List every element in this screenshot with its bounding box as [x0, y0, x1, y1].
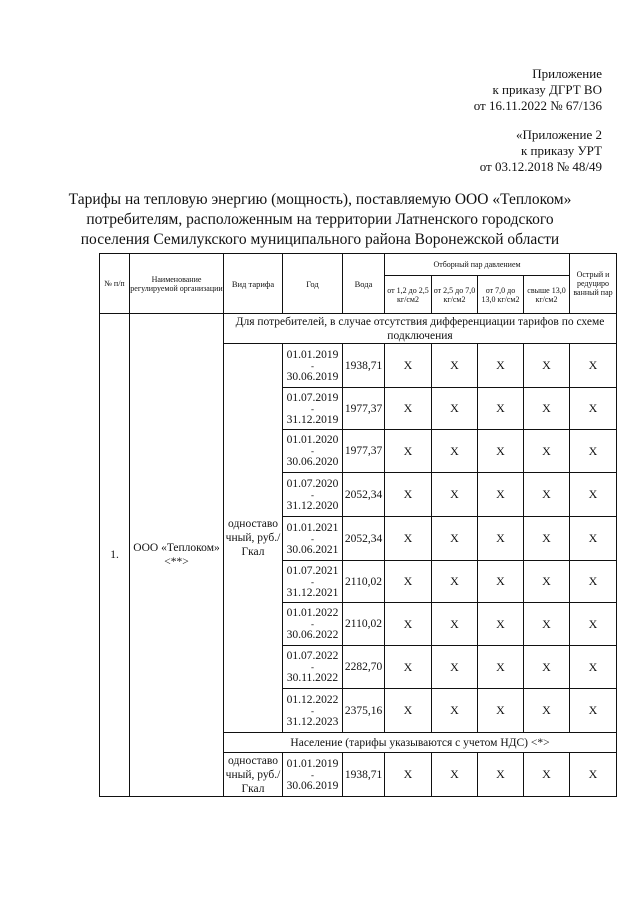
section-title: Население (тарифы указываются с учетом НДС) <*> [224, 733, 617, 753]
steam-value: X [385, 388, 432, 430]
steam-value: X [432, 473, 478, 517]
period-cell [283, 753, 343, 797]
header-water: Вода [343, 254, 385, 314]
steam-value: X [478, 430, 524, 473]
period-to: 30.06.2019 [286, 779, 339, 792]
period-to: 31.12.2020 [286, 499, 339, 512]
steam-value: X [524, 689, 570, 733]
org-name: ООО «Теплоком» <**> [130, 314, 224, 797]
document-title [60, 190, 580, 250]
period-dash: - [311, 446, 314, 456]
period-to: 30.06.2022 [286, 629, 339, 641]
steam-value: X [524, 473, 570, 517]
steam-value: X [385, 753, 432, 797]
steam-value: X [524, 561, 570, 603]
period-from: 01.07.2019 [286, 391, 339, 404]
steam-value: X [478, 517, 524, 561]
steam-value: X [478, 753, 524, 797]
period-cell [283, 388, 343, 430]
document-title-line: Тарифы на тепловую энергию (мощность), поставляемую ООО «Теплоком» [68, 191, 572, 208]
steam-value: X [478, 473, 524, 517]
steam-value: X [385, 646, 432, 689]
period-cell [283, 603, 343, 646]
steam-value: X [385, 561, 432, 603]
period-from: 01.07.2022 [286, 650, 339, 662]
document-title-line: поселения Семилукского муниципального района Воронежской области [80, 231, 560, 248]
period-to: 31.12.2021 [286, 586, 339, 599]
document-title-line: потребителям, расположенным на территории Латненского городского [86, 211, 554, 228]
steam-value: X [478, 561, 524, 603]
header-org: Наименование регулируемой организации [130, 254, 224, 314]
period-dash: - [311, 769, 314, 780]
period-from: 01.07.2020 [286, 477, 339, 490]
steam-value: X [385, 473, 432, 517]
period-cell [283, 473, 343, 517]
steam-value: X [432, 603, 478, 646]
steam-value: X [432, 430, 478, 473]
steam-value: X [570, 753, 617, 797]
steam-value: X [478, 689, 524, 733]
period-to: 31.12.2023 [286, 715, 339, 728]
period-dash: - [311, 662, 314, 672]
steam-value: X [524, 517, 570, 561]
header-steam-4: свыше 13,0 кг/см2 [524, 276, 570, 314]
steam-value: X [570, 561, 617, 603]
steam-value: X [478, 646, 524, 689]
header-year: Год [283, 254, 343, 314]
period-from: 01.07.2021 [286, 564, 339, 577]
steam-value: X [570, 388, 617, 430]
steam-value: X [524, 753, 570, 797]
period-dash: - [311, 705, 314, 716]
header-tariff-type: Вид тарифа [224, 254, 283, 314]
water-value: 1977,37 [343, 430, 385, 473]
header-steam-1: от 1,2 до 2,5 кг/см2 [385, 276, 432, 314]
water-value: 1938,71 [343, 753, 385, 797]
steam-value: X [524, 646, 570, 689]
water-value: 2052,34 [343, 473, 385, 517]
row-number: 1. [100, 314, 130, 797]
appendix-header [474, 66, 602, 114]
steam-value: X [570, 689, 617, 733]
header-steam-3: от 7,0 до 13,0 кг/см2 [478, 276, 524, 314]
appendix-header-2-line: «Приложение 2 [515, 127, 602, 142]
steam-value: X [432, 561, 478, 603]
period-from: 01.01.2019 [286, 348, 339, 361]
period-cell [283, 561, 343, 603]
steam-value: X [385, 689, 432, 733]
header-steam-2: от 2,5 до 7,0 кг/см2 [432, 276, 478, 314]
steam-value: X [385, 517, 432, 561]
appendix-header-2-line: к приказу УРТ [520, 143, 602, 158]
water-value: 2110,02 [343, 603, 385, 646]
water-value: 1938,71 [343, 344, 385, 388]
water-value: 2375,16 [343, 689, 385, 733]
appendix-header-line: Приложение [532, 66, 602, 81]
steam-value: X [385, 603, 432, 646]
water-value: 2110,02 [343, 561, 385, 603]
steam-value: X [432, 753, 478, 797]
steam-value: X [570, 430, 617, 473]
steam-value: X [570, 517, 617, 561]
section-title-row [100, 314, 617, 344]
period-to: 30.11.2022 [286, 672, 339, 684]
steam-value: X [524, 430, 570, 473]
water-value: 1977,37 [343, 388, 385, 430]
steam-value: X [570, 473, 617, 517]
steam-value: X [570, 646, 617, 689]
table-header-row [100, 254, 617, 276]
period-dash: - [311, 619, 314, 629]
period-dash: - [311, 576, 314, 587]
period-cell [283, 689, 343, 733]
period-to: 30.06.2019 [286, 370, 339, 383]
header-steam-group: Отборный пар давлением [385, 254, 570, 276]
section-title: Для потребителей, в случае отсутствия дифференциации тарифов по схеме подключения [224, 314, 617, 344]
steam-value: X [432, 517, 478, 561]
appendix-header-2-line: от 03.12.2018 № 48/49 [479, 159, 602, 174]
steam-value: X [478, 388, 524, 430]
period-dash: - [311, 489, 314, 500]
steam-value: X [432, 689, 478, 733]
period-dash: - [311, 403, 314, 414]
steam-value: X [432, 388, 478, 430]
steam-value: X [478, 344, 524, 388]
period-dash: - [311, 360, 314, 371]
period-dash: - [311, 533, 314, 544]
tariff-type: одноставо чный, руб./Гкал [224, 753, 283, 797]
steam-value: X [570, 603, 617, 646]
steam-value: X [524, 344, 570, 388]
header-sharp-steam: Острый и редуциро ванный пар [570, 254, 617, 314]
period-to: 31.12.2019 [286, 413, 339, 426]
tariff-type: одноставо чный, руб./Гкал [224, 344, 283, 733]
water-value: 2052,34 [343, 517, 385, 561]
period-from: 01.01.2020 [286, 434, 339, 446]
period-from: 01.01.2022 [286, 607, 339, 619]
tariffs-table-main [99, 253, 617, 797]
period-from: 01.01.2021 [286, 521, 339, 534]
period-from: 01.12.2022 [286, 693, 339, 706]
appendix-header-line: от 16.11.2022 № 67/136 [473, 98, 602, 113]
period-cell [283, 517, 343, 561]
period-cell [283, 646, 343, 689]
steam-value: X [432, 646, 478, 689]
steam-value: X [385, 344, 432, 388]
steam-value: X [570, 344, 617, 388]
steam-value: X [524, 388, 570, 430]
steam-value: X [524, 603, 570, 646]
period-from: 01.01.2019 [286, 757, 339, 770]
steam-value: X [432, 344, 478, 388]
header-num: № п/п [100, 254, 130, 314]
appendix-header-2 [480, 127, 602, 175]
period-to: 30.06.2021 [286, 543, 339, 556]
steam-value: X [385, 430, 432, 473]
water-value: 2282,70 [343, 646, 385, 689]
period-to: 30.06.2020 [286, 456, 339, 468]
period-cell [283, 430, 343, 473]
steam-value: X [478, 603, 524, 646]
appendix-header-line: к приказу ДГРТ ВО [492, 82, 602, 97]
period-cell [283, 344, 343, 388]
